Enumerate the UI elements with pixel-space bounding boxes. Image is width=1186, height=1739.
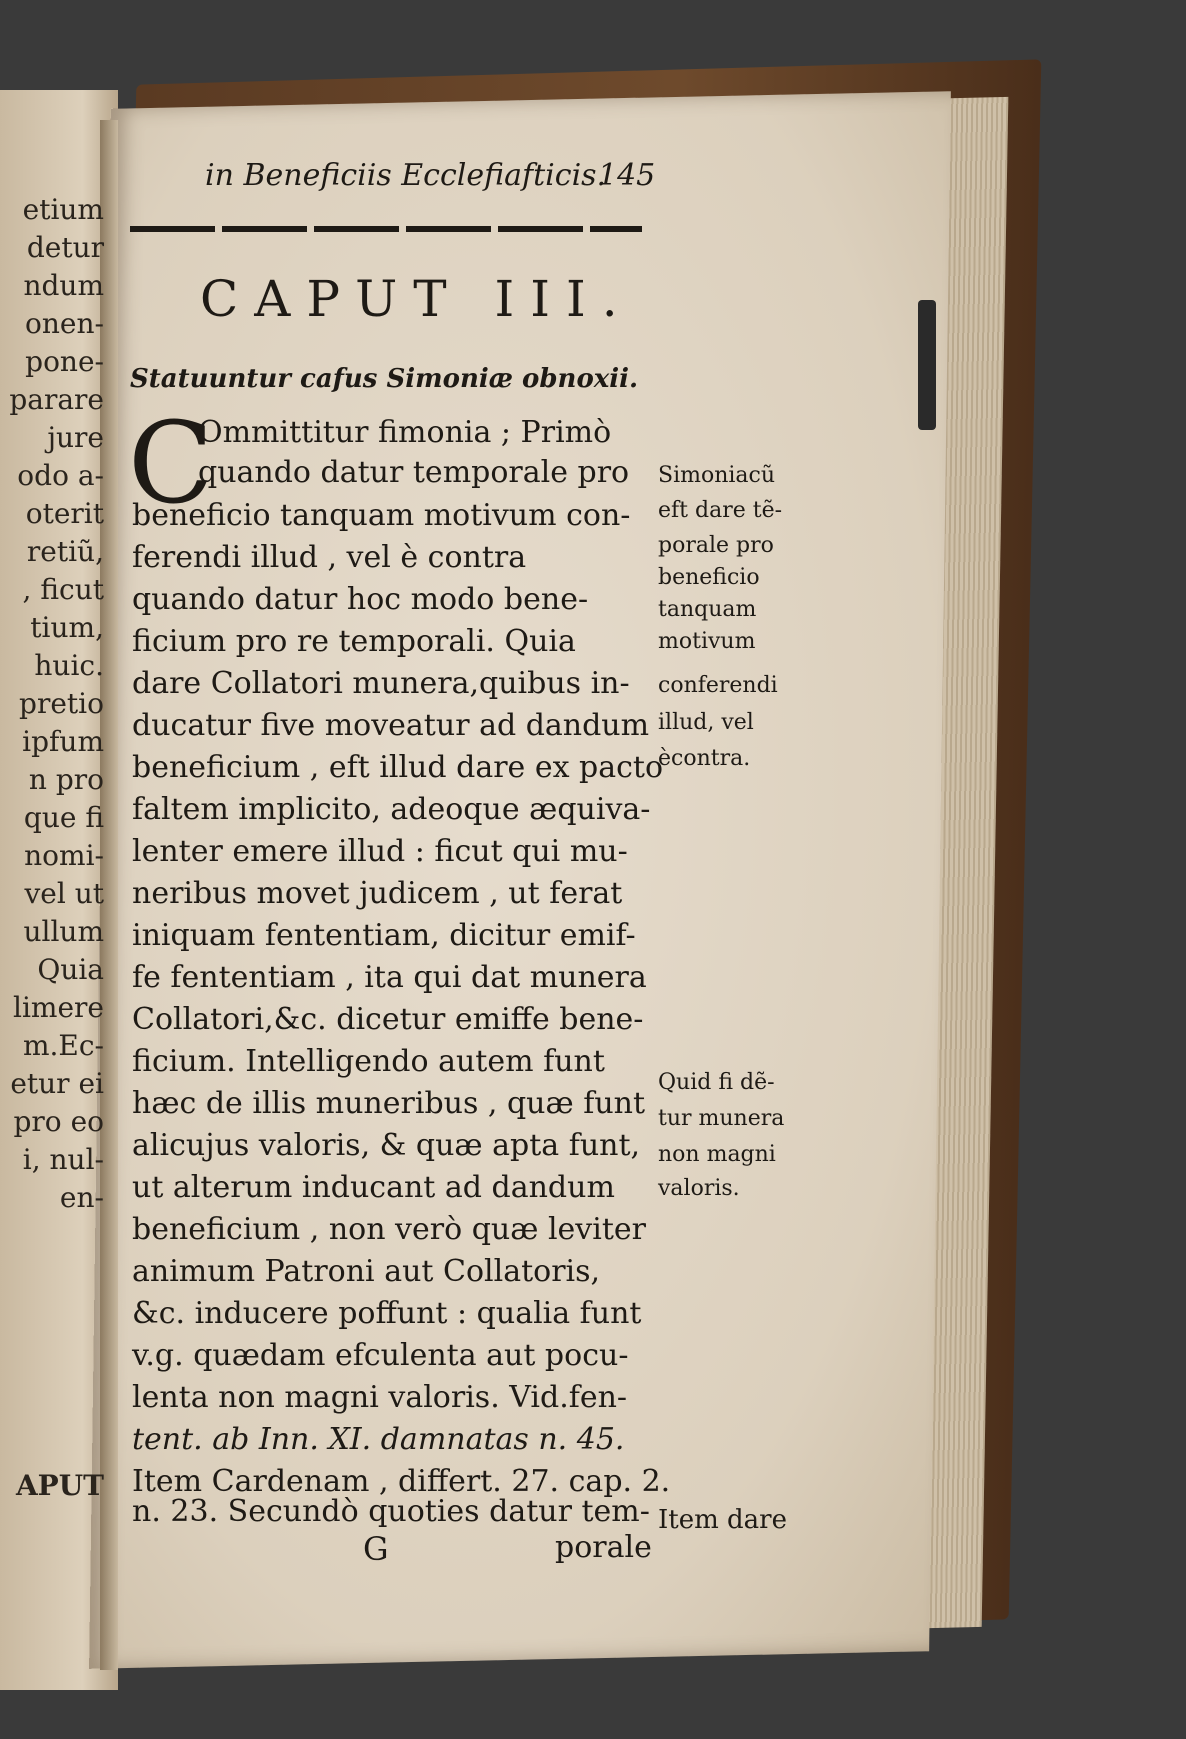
left-fragment: tium,: [30, 611, 104, 644]
left-fragment: detur: [26, 231, 104, 264]
margin-note-line: Quid fi dẽ-: [658, 1070, 775, 1095]
text-line: Item Cardenam , differt. 27. cap. 2.: [132, 1464, 671, 1499]
left-fragment: m.Ec-: [22, 1029, 104, 1062]
left-fragment: etium: [22, 193, 104, 226]
head-rule: [130, 226, 642, 232]
margin-note-line: beneficio: [658, 565, 760, 590]
left-fragment: i, nul-: [22, 1143, 104, 1176]
margin-note-line: illud, vel: [658, 710, 754, 735]
left-fragment: odo a-: [17, 459, 104, 492]
text-line: Collatori,&c. dicetur emiffe bene-: [132, 1002, 644, 1037]
left-fragment: , ficut: [22, 573, 104, 606]
drop-cap: C: [128, 399, 214, 529]
left-fragment: n pro: [28, 763, 104, 796]
text-line: alicujus valoris, & quæ apta funt,: [132, 1128, 641, 1163]
text-line: faltem implicito, adeoque æquiva-: [132, 792, 651, 827]
signature-mark: G: [363, 1530, 389, 1568]
left-page-text: [0, 0, 112, 1739]
left-fragment: jure: [47, 421, 104, 454]
left-fragment: oterit: [25, 497, 104, 530]
clip-mark: [918, 300, 936, 430]
margin-note-line: eft dare tẽ-: [658, 498, 783, 523]
left-fragment: vel ut: [24, 877, 104, 910]
left-fragment: en-: [59, 1181, 104, 1214]
page-number: 145: [598, 158, 656, 193]
text-line: animum Patroni aut Collatoris,: [132, 1254, 601, 1289]
left-fragment: pro eo: [13, 1105, 104, 1138]
margin-note-line: porale pro: [658, 533, 774, 558]
text-line: hæc de illis muneribus , quæ funt: [132, 1086, 646, 1121]
text-line: ficium pro re temporali. Quia: [132, 624, 576, 659]
left-fragment: parare: [9, 383, 104, 416]
left-fragment: nomi-: [24, 839, 104, 872]
margin-note-line: ècontra.: [658, 746, 751, 771]
chapter-title: CAPUT III.: [200, 270, 634, 328]
left-fragment: limere: [13, 991, 104, 1024]
left-fragment: ipfum: [22, 725, 104, 758]
left-fragment: ndum: [23, 269, 104, 302]
margin-note-line: Simoniacũ: [658, 463, 776, 488]
text-line: tent. ab Inn. XI. damnatas n. 45.: [132, 1422, 625, 1457]
left-fragment: que fi: [23, 801, 104, 834]
left-fragment: pone-: [25, 345, 104, 378]
text-line: n. 23. Secundò quoties datur tem-: [132, 1494, 650, 1529]
left-fragment: APUT: [15, 1469, 104, 1502]
margin-note-line: motivum: [658, 629, 756, 654]
text-line: fe fententiam , ita qui dat munera: [132, 960, 647, 995]
chapter-subtitle: Statuuntur cafus Simoniæ obnoxii.: [130, 364, 639, 394]
margin-note-line: conferendi: [658, 673, 778, 698]
text-line: beneficium , non verò quæ leviter: [132, 1212, 646, 1247]
text-line: beneficium , eft illud dare ex pacto: [132, 750, 664, 785]
left-fragment: pretio: [19, 687, 104, 720]
text-line: lenter emere illud : ficut qui mu-: [132, 834, 628, 869]
margin-note-line: tanquam: [658, 597, 757, 622]
text-line: neribus movet judicem , ut ferat: [132, 876, 623, 911]
left-fragment: onen-: [25, 307, 104, 340]
text-line: quando datur temporale pro: [198, 455, 630, 490]
margin-note-line: non magni: [658, 1142, 776, 1167]
text-line: &c. inducere poffunt : qualia funt: [132, 1296, 642, 1331]
text-line: beneficio tanquam motivum con-: [132, 498, 631, 533]
text-line: ferendi illud , vel è contra: [132, 540, 527, 575]
left-fragment: etur ei: [10, 1067, 104, 1100]
left-fragment: ullum: [23, 915, 104, 948]
text-line: ficium. Intelligendo autem funt: [132, 1044, 605, 1079]
text-line: iniquam fententiam, dicitur emif-: [132, 918, 636, 953]
left-fragment: Quia: [37, 953, 104, 986]
margin-note-line: Item dare: [658, 1505, 787, 1535]
margin-note-line: valoris.: [658, 1176, 740, 1201]
left-fragment: retiũ,: [26, 535, 104, 568]
catchword: porale: [555, 1530, 652, 1565]
text-line: v.g. quædam efculenta aut pocu-: [132, 1338, 629, 1373]
text-line: dare Collatori munera,quibus in-: [132, 666, 630, 701]
text-line: ut alterum inducant ad dandum: [132, 1170, 615, 1205]
text-line: quando datur hoc modo bene-: [132, 582, 589, 617]
text-line: lenta non magni valoris. Vid.fen-: [132, 1380, 628, 1415]
running-head: in Beneficiis Ecclefiafticis.: [205, 158, 607, 193]
left-fragment: huic.: [34, 649, 104, 682]
text-line: ducatur five moveatur ad dandum: [132, 708, 650, 743]
text-line: Ommittitur fimonia ; Primò: [198, 415, 612, 450]
margin-note-line: tur munera: [658, 1106, 785, 1131]
